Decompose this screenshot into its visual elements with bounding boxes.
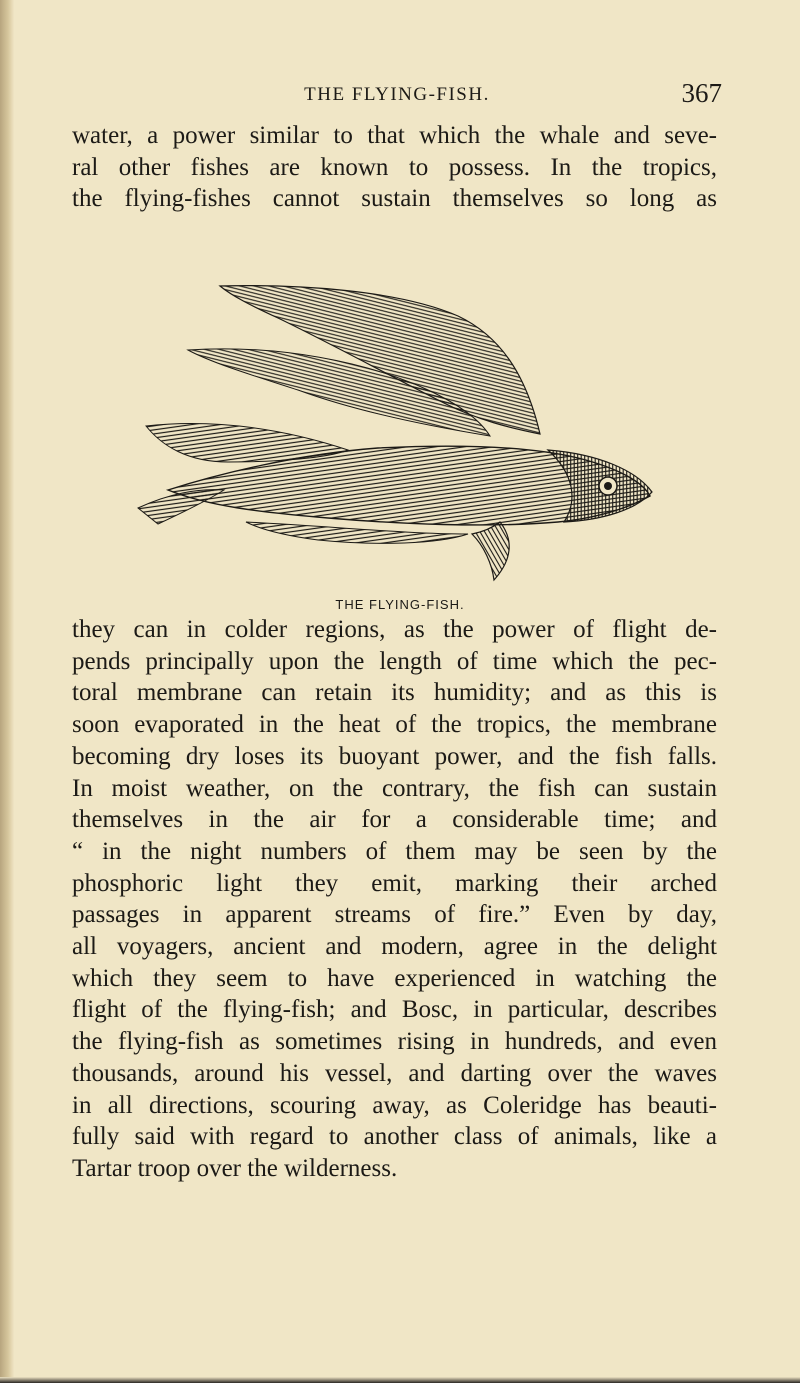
text-line: themselves in the air for a considerable time; and bbox=[72, 806, 717, 834]
page-edge bbox=[0, 0, 14, 1383]
text-line: the flying-fishes cannot sustain themselves so long as bbox=[72, 185, 717, 213]
text-line: “ in the night numbers of them may be seen by the bbox=[72, 837, 717, 865]
text-line: In moist weather, on the contrary, the fish can sustain bbox=[72, 774, 717, 802]
text-line: thousands, around his vessel, and darting over the waves bbox=[72, 1059, 717, 1087]
running-head bbox=[72, 78, 722, 114]
flying-fish-icon bbox=[128, 278, 668, 588]
text-line: fully said with regard to another class of animals, like a bbox=[72, 1123, 717, 1151]
text-line: which they seem to have experienced in watching the bbox=[72, 964, 717, 992]
text-line: all voyagers, ancient and modern, agree in the delight bbox=[72, 933, 717, 961]
text-line: the flying-fish as sometimes rising in hundreds, and even bbox=[72, 1028, 717, 1056]
figure-caption: THE FLYING-FISH. bbox=[335, 597, 465, 612]
page-bottom-edge bbox=[0, 1377, 800, 1383]
paragraph-2 bbox=[72, 614, 717, 1185]
text-line: toral membrane can retain its humidity; and as this is bbox=[72, 679, 717, 707]
flying-fish-illustration bbox=[128, 278, 668, 588]
text-line: they can in colder regions, as the power of flight de- bbox=[72, 616, 717, 643]
text-line: becoming dry loses its buoyant power, and the fish falls. bbox=[72, 742, 717, 770]
text-line: water, a power similar to that which the whale and seve- bbox=[72, 122, 717, 149]
text-line: pends principally upon the length of time which the pec- bbox=[72, 647, 717, 675]
running-title: THE FLYING-FISH. bbox=[304, 84, 490, 105]
text-line: flight of the flying-fish; and Bosc, in particular, describes bbox=[72, 996, 717, 1024]
text-line: passages in apparent streams of fire.” Even by day, bbox=[72, 901, 717, 929]
text-line: Tartar troop over the wilderness. bbox=[72, 1154, 398, 1182]
paragraph-1 bbox=[72, 120, 717, 215]
text-line: phosphoric light they emit, marking their arched bbox=[72, 869, 717, 897]
text-line: soon evaporated in the heat of the tropics, the membrane bbox=[72, 711, 717, 739]
text-line: ral other fishes are known to possess. In the tropics, bbox=[72, 153, 717, 181]
page-number: 367 bbox=[681, 78, 722, 108]
text-line: in all directions, scouring away, as Coleridge has beauti- bbox=[72, 1091, 717, 1119]
